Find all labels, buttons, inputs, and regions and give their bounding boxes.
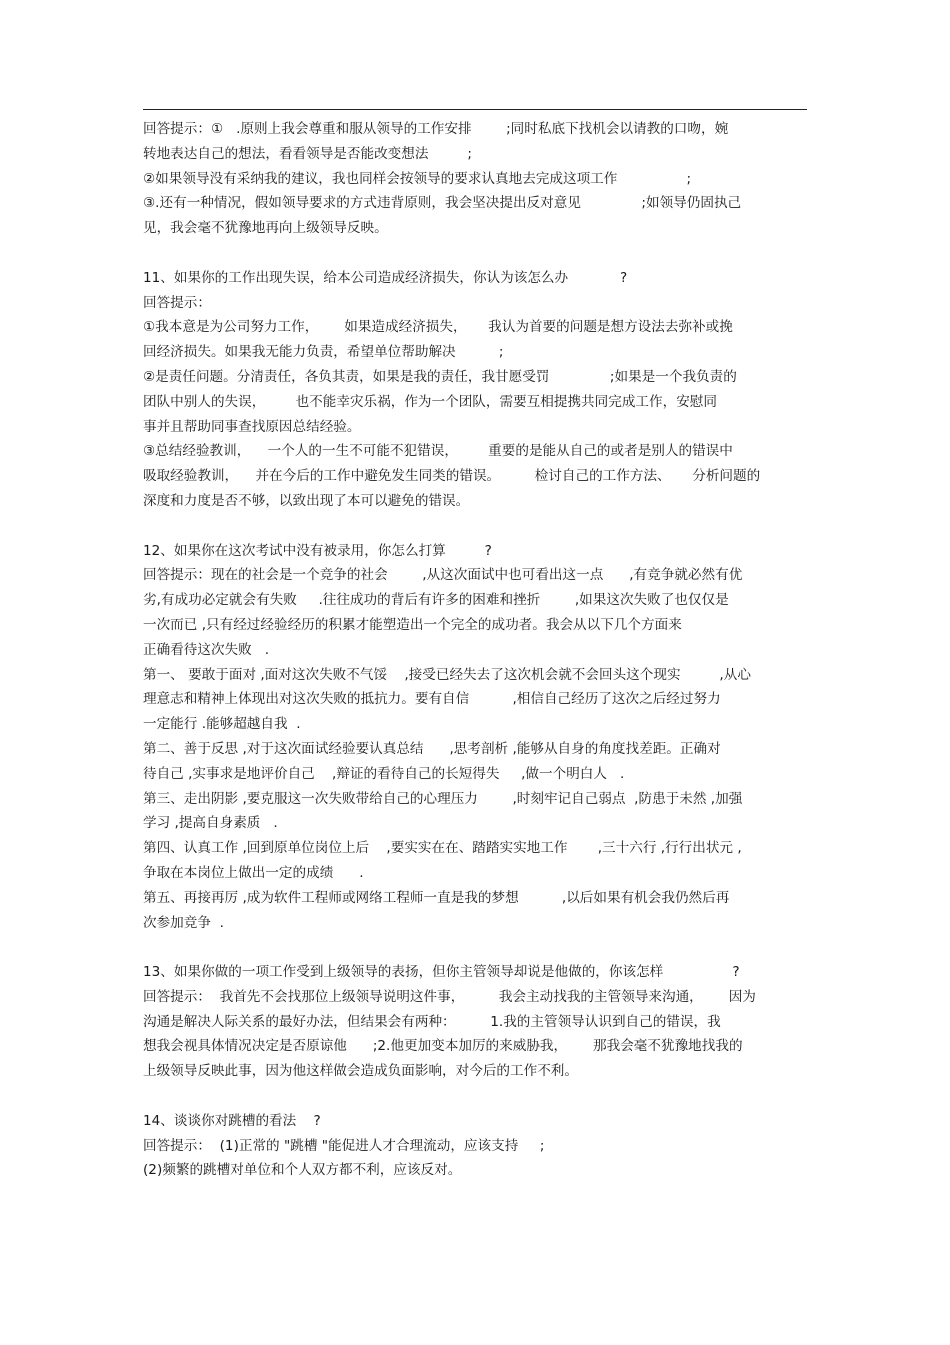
text-line: 想我会视具体情况决定是否原谅他 ;2.他更加变本加厉的来威胁我， 那我会毫不犹豫地找我的 — [143, 1038, 743, 1055]
text-line: 沟通是解决人际关系的最好办法，但结果会有两种： 1.我的主管领导认识到自己的错误，我 — [143, 1013, 721, 1030]
qa-block — [143, 1109, 808, 1183]
text-line: ③总结经验教训， 一个人的一生不可能不犯错误， 重要的是能从自己的或者是别人的错误中 — [143, 443, 733, 460]
text-line: 第一、 要敢于面对 ,面对这次失败不气馁 ,接受已经失去了这次机会就不会回头这个现实 ,从心 — [143, 666, 751, 683]
text-line: 第二、善于反思 ,对于这次面试经验要认真总结 ,思考剖析 ,能够从自身的角度找差距。正确对 — [143, 740, 721, 757]
text-line: 见，我会毫不犹豫地再向上级领导反映。 — [143, 220, 388, 237]
qa-block — [143, 266, 808, 514]
text-line: 第四、认真工作 ,回到原单位岗位上后 ,要实实在在、踏踏实实地工作 ,三十六行 ,行行出状元 , — [143, 840, 742, 857]
document-body — [143, 117, 808, 1183]
text-line: 一次而已 ,只有经过经验经历的积累才能塑造出一个完全的成功者。我会从以下几个方面来 — [143, 616, 682, 633]
text-line: ③.还有一种情况，假如领导要求的方式违背原则，我会坚决提出反对意见 ;如领导仍固执己 — [143, 195, 742, 212]
text-line: 待自己 ,实事求是地评价自己 ,辩证的看待自己的长短得失 ,做一个明白人 . — [143, 765, 625, 782]
text-line: 回经济损失。如果我无能力负责，希望单位帮助解决 ; — [143, 344, 504, 361]
header-rule — [143, 109, 807, 110]
text-line: ①我本意是为公司努力工作， 如果造成经济损失， 我认为首要的问题是想方设法去弥补或挽 — [143, 319, 733, 336]
text-line: 吸取经验教训， 并在今后的工作中避免发生同类的错误。 检讨自己的工作方法、 分析问题的 — [143, 468, 761, 485]
text-line: 回答提示： 我首先不会找那位上级领导说明这件事， 我会主动找我的主管领导来沟通， 因为 — [143, 988, 756, 1005]
text-line: 11、如果你的工作出现失误，给本公司造成经济损失，你认为该怎么办 ? — [143, 269, 628, 286]
text-line: 理意志和精神上体现出对这次失败的抵抗力。要有自信 ,相信自己经历了这次之后经过努力 — [143, 691, 721, 708]
text-line: 回答提示： (1)正常的 "跳槽 "能促进人才合理流动，应该支持 ; — [143, 1137, 545, 1154]
qa-block — [143, 117, 808, 241]
text-line: 12、如果你在这次考试中没有被录用，你怎么打算 ? — [143, 542, 492, 559]
text-line: 14、谈谈你对跳槽的看法 ? — [143, 1112, 321, 1129]
text-line: 上级领导反映此事，因为他这样做会造成负面影响，对今后的工作不利。 — [143, 1063, 578, 1080]
text-line: 次参加竞争 . — [143, 914, 224, 931]
text-line: ②是责任问题。分清责任，各负其责，如果是我的责任，我甘愿受罚 ;如果是一个我负责的 — [143, 368, 737, 385]
text-line: 回答提示： — [143, 294, 211, 311]
text-line: 事并且帮助同事查找原因总结经验。 — [143, 418, 361, 435]
qa-block — [143, 539, 808, 936]
text-line: 团队中别人的失误， 也不能幸灾乐祸，作为一个团队，需要互相提携共同完成工作，安慰同 — [143, 393, 717, 410]
text-line: 深度和力度是否不够，以致出现了本可以避免的错误。 — [143, 492, 470, 509]
text-line: 争取在本岗位上做出一定的成绩 . — [143, 864, 364, 881]
text-line: 正确看待这次失败 . — [143, 641, 270, 658]
text-line: ②如果领导没有采纳我的建议，我也同样会按领导的要求认真地去完成这项工作 ; — [143, 170, 692, 187]
text-line: 回答提示：现在的社会是一个竞争的社会 ,从这次面试中也可看出这一点 ,有竞争就必然有优 — [143, 567, 743, 584]
paragraph-gap — [143, 241, 808, 266]
paragraph-gap — [143, 935, 808, 960]
text-line: 学习 ,提高自身素质 . — [143, 815, 278, 832]
paragraph-gap — [143, 514, 808, 539]
text-line: 回答提示：① .原则上我会尊重和服从领导的工作安排 ;同时私底下找机会以请教的口吻，婉 — [143, 121, 729, 137]
text-line: 13、如果你做的一项工作受到上级领导的表扬，但你主管领导却说是他做的，你该怎样 ? — [143, 964, 740, 981]
text-line: (2)频繁的跳槽对单位和个人双方都不利，应该反对。 — [143, 1162, 462, 1179]
paragraph-gap — [143, 1084, 808, 1109]
text-line: 第三、走出阴影 ,要克服这一次失败带给自己的心理压力 ,时刻牢记自己弱点 ,防患于未然 ,加强 — [143, 790, 743, 807]
text-line: 一定能行 .能够超越自我 . — [143, 716, 301, 733]
text-line: 第五、再接再厉 ,成为软件工程师或网络工程师一直是我的梦想 ,以后如果有机会我仍然后再 — [143, 889, 730, 906]
qa-block — [143, 960, 808, 1084]
text-line: 转地表达自己的想法，看看领导是否能改变想法 ; — [143, 145, 472, 162]
text-line: 劣,有成功必定就会有失败 .往往成功的背后有许多的困难和挫折 ,如果这次失败了也仅仅是 — [143, 592, 729, 609]
